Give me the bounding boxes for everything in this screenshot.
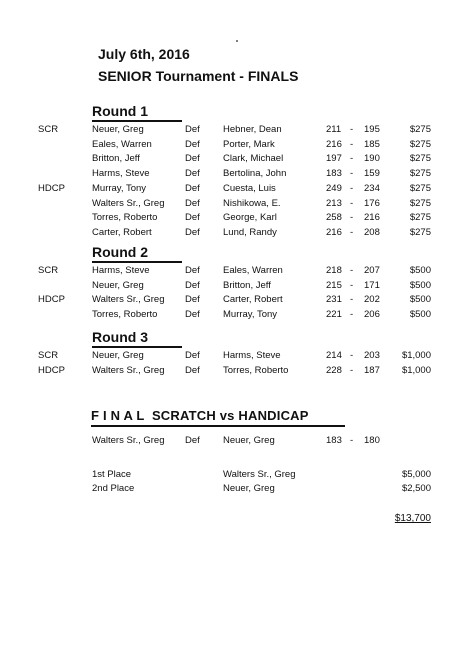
winner-name: Neuer, Greg	[92, 279, 144, 291]
prize-amount: $275	[409, 124, 431, 135]
winner-score: 211	[326, 124, 342, 135]
winner-name: Murray, Tony	[92, 182, 147, 194]
score-dash: -	[350, 265, 354, 276]
match-row	[0, 365, 475, 377]
loser-score: 185	[364, 138, 380, 150]
loser-name: Carter, Robert	[223, 294, 283, 306]
winner-score: 216	[326, 138, 342, 150]
final-loser: Neuer, Greg	[223, 435, 275, 446]
def-label: Def	[185, 294, 200, 306]
score-dash: -	[350, 226, 354, 238]
winner-name: Neuer, Greg	[92, 350, 144, 361]
winner-name: Carter, Robert	[92, 226, 152, 238]
score-dash: -	[350, 197, 354, 209]
loser-score: 195	[364, 124, 380, 135]
round-heading: Round 3	[92, 329, 148, 345]
winner-score: 183	[326, 168, 342, 180]
bracket-tag: SCR	[38, 350, 59, 361]
prize-amount: $500	[409, 265, 431, 276]
loser-name: Harms, Steve	[223, 350, 281, 361]
loser-name: Hebner, Dean	[223, 124, 282, 135]
prize-amount: $275	[409, 226, 431, 238]
prize-amount: $275	[409, 153, 431, 165]
match-row	[0, 280, 475, 292]
def-label: Def	[185, 124, 200, 135]
winner-name: Torres, Roberto	[92, 309, 158, 321]
prize-amount: $1,000	[401, 364, 431, 376]
loser-name: Porter, Mark	[223, 138, 275, 150]
loser-score: 234	[364, 182, 380, 194]
loser-score: 171	[364, 279, 380, 291]
match-row	[0, 153, 475, 165]
loser-score: 159	[364, 168, 380, 180]
match-row	[0, 183, 475, 195]
prize-amount: $275	[409, 197, 431, 209]
event-title: SENIOR Tournament - FINALS	[98, 68, 299, 84]
def-label: Def	[185, 279, 200, 291]
loser-name: Torres, Roberto	[223, 364, 289, 376]
prize-amount: $275	[409, 168, 431, 180]
prize-amount: $275	[409, 212, 431, 224]
placement-row	[0, 469, 475, 481]
match-row	[0, 139, 475, 151]
match-row	[0, 124, 475, 136]
winner-score: 197	[326, 153, 342, 165]
def-label: Def	[185, 265, 200, 276]
score-dash: -	[350, 294, 354, 306]
score-dash: -	[350, 212, 354, 224]
def-label: Def	[185, 350, 200, 361]
score-dash: -	[350, 168, 354, 180]
def-label: Def	[185, 182, 200, 194]
round-heading-underline	[92, 261, 182, 263]
score-dash: -	[350, 309, 354, 321]
loser-name: Murray, Tony	[223, 309, 278, 321]
loser-score: 208	[364, 226, 380, 238]
winner-name: Torres, Roberto	[92, 212, 158, 224]
placement-amount: $5,000	[401, 469, 431, 480]
score-dash: -	[350, 153, 354, 165]
winner-name: Neuer, Greg	[92, 124, 144, 135]
match-row	[0, 265, 475, 277]
winner-name: Harms, Steve	[92, 265, 150, 276]
loser-score: 206	[364, 309, 380, 321]
loser-name: Cuesta, Luis	[223, 182, 276, 194]
loser-score: 187	[364, 364, 380, 376]
match-row	[0, 198, 475, 210]
match-row	[0, 212, 475, 224]
def-label: Def	[185, 212, 200, 224]
winner-score: 213	[326, 197, 342, 209]
final-def: Def	[185, 435, 200, 446]
prize-amount: $1,000	[401, 350, 431, 361]
final-match-row	[0, 435, 475, 447]
match-row	[0, 309, 475, 321]
placement-name: Walters Sr., Greg	[223, 469, 296, 480]
placement-label: 1st Place	[92, 469, 132, 480]
placement-name: Neuer, Greg	[223, 483, 275, 494]
loser-name: Clark, Michael	[223, 153, 284, 165]
loser-name: Nishikowa, E.	[223, 197, 281, 209]
prize-amount: $500	[409, 294, 431, 306]
def-label: Def	[185, 309, 200, 321]
final-winner: Walters Sr., Greg	[92, 435, 165, 446]
match-row	[0, 294, 475, 306]
winner-score: 218	[326, 265, 342, 276]
prize-amount: $275	[409, 138, 431, 150]
loser-score: 216	[364, 212, 380, 224]
score-dash: -	[350, 182, 354, 194]
final-score-dash: -	[350, 435, 354, 446]
score-dash: -	[350, 364, 354, 376]
winner-score: 214	[326, 350, 342, 361]
bracket-tag: SCR	[38, 265, 59, 276]
round-heading: Round 1	[92, 103, 148, 119]
final-heading: F I N A L SCRATCH vs HANDICAP	[91, 408, 309, 423]
def-label: Def	[185, 197, 200, 209]
loser-name: Eales, Warren	[223, 265, 283, 276]
grand-total: $13,700	[394, 513, 431, 524]
final-score-loser: 180	[364, 435, 380, 446]
loser-name: Lund, Randy	[223, 226, 277, 238]
placement-row	[0, 483, 475, 495]
score-dash: -	[350, 124, 354, 135]
prize-amount: $500	[409, 309, 431, 321]
match-row	[0, 350, 475, 362]
bracket-tag: HDCP	[38, 294, 65, 306]
loser-score: 203	[364, 350, 380, 361]
prize-amount: $500	[409, 279, 431, 291]
bracket-tag: HDCP	[38, 182, 65, 194]
final-heading-underline	[91, 425, 345, 427]
match-row	[0, 168, 475, 180]
placement-label: 2nd Place	[92, 483, 135, 494]
loser-score: 176	[364, 197, 380, 209]
loser-score: 190	[364, 153, 380, 165]
final-score-winner: 183	[326, 435, 342, 446]
loser-name: Bertolina, John	[223, 168, 287, 180]
bracket-tag: SCR	[38, 124, 59, 135]
winner-score: 216	[326, 226, 342, 238]
winner-name: Walters Sr., Greg	[92, 197, 165, 209]
loser-name: Britton, Jeff	[223, 279, 271, 291]
def-label: Def	[185, 138, 200, 150]
round-heading: Round 2	[92, 244, 148, 260]
placement-amount: $2,500	[401, 483, 431, 494]
score-dash: -	[350, 138, 354, 150]
winner-name: Britton, Jeff	[92, 153, 140, 165]
winner-name: Harms, Steve	[92, 168, 150, 180]
event-date: July 6th, 2016	[98, 46, 190, 62]
winner-name: Walters Sr., Greg	[92, 364, 165, 376]
loser-score: 207	[364, 265, 380, 276]
winner-score: 221	[326, 309, 342, 321]
score-dash: -	[350, 350, 354, 361]
winner-score: 228	[326, 364, 342, 376]
winner-score: 231	[326, 294, 342, 306]
match-row	[0, 227, 475, 239]
def-label: Def	[185, 168, 200, 180]
loser-score: 202	[364, 294, 380, 306]
winner-name: Eales, Warren	[92, 138, 152, 150]
def-label: Def	[185, 364, 200, 376]
winner-score: 215	[326, 279, 342, 291]
score-dash: -	[350, 279, 354, 291]
round-heading-underline	[92, 346, 182, 348]
bracket-tag: HDCP	[38, 364, 65, 376]
prize-amount: $275	[409, 182, 431, 194]
loser-name: George, Karl	[223, 212, 277, 224]
def-label: Def	[185, 226, 200, 238]
round-heading-underline	[92, 120, 182, 122]
def-label: Def	[185, 153, 200, 165]
scan-speck	[236, 40, 238, 42]
winner-score: 249	[326, 182, 342, 194]
winner-name: Walters Sr., Greg	[92, 294, 165, 306]
winner-score: 258	[326, 212, 342, 224]
